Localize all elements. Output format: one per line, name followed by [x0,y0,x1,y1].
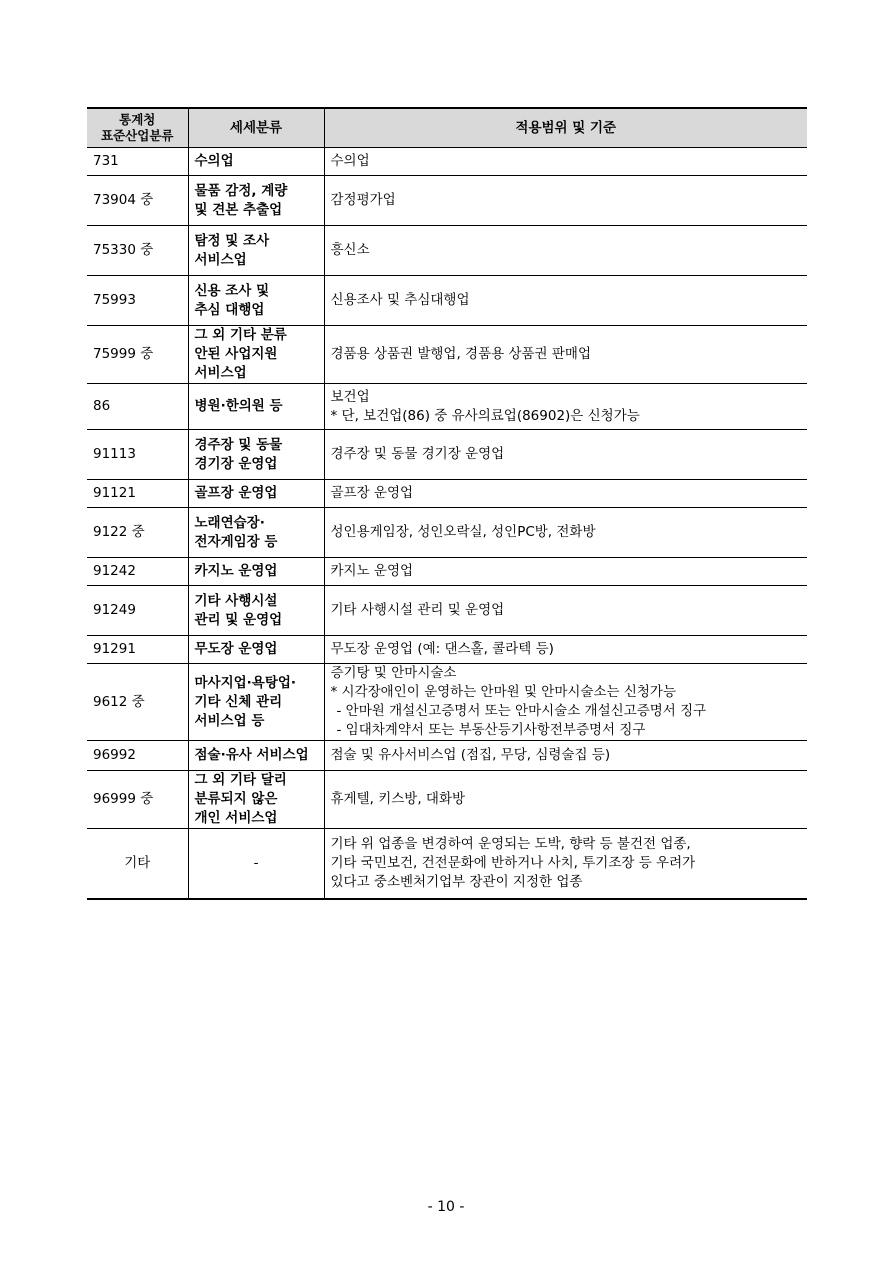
scope-line: 있다고 중소벤처기업부 장관이 지정한 업종 [330,873,583,890]
subclass-name [188,384,324,430]
scope-line: 기타 국민보건, 건전문화에 반하거나 사치, 투기조장 등 우려가 [330,854,696,871]
table-row [87,176,807,226]
scope-criteria [324,430,807,480]
subclass-name-line: 분류되지 않은 [194,791,278,807]
classification-code: 기타 [87,829,188,899]
table-header-row [87,108,807,148]
classification-code: 9612 중 [87,664,188,741]
subclass-name-line: 그 외 기타 달리 [194,772,287,788]
subclass-name-line: 노래연습장· [194,514,265,531]
subclass-name-line: 경주장 및 동물 [194,436,283,453]
scope-line: 골프장 운영업 [330,485,414,501]
header-col1-line2: 표준산업분류 [101,128,174,143]
table-row [87,226,807,276]
scope-criteria [324,326,807,384]
subclass-name [188,664,324,741]
classification-code: 75330 중 [87,226,188,276]
subclass-name [188,226,324,276]
scope-line: 휴게텔, 키스방, 대화방 [330,791,466,807]
classification-code: 91113 [87,430,188,480]
subclass-name [188,176,324,226]
subclass-name [188,558,324,586]
table-row [87,384,807,430]
table-row [87,771,807,829]
table-row [87,148,807,176]
subclass-name-line: 점술·유사 서비스업 [194,747,309,763]
subclass-name-line: 추심 대행업 [194,301,265,318]
subclass-name-line: 무도장 운영업 [194,641,278,657]
classification-code: 731 [87,148,188,176]
scope-line: 증기탕 및 안마시술소 [330,665,457,681]
subclass-name-line: 물품 감정, 계량 [194,182,288,199]
subclass-name-line: 안된 사업지원 [194,346,278,362]
classification-code: 75999 중 [87,326,188,384]
subclass-name [188,430,324,480]
industry-classification-table [87,107,807,900]
subclass-name-line: 수의업 [194,153,234,169]
classification-code: 96992 [87,741,188,771]
subclass-name-line: 경기장 운영업 [194,455,278,472]
scope-line: 경주장 및 동물 경기장 운영업 [330,446,505,462]
page-number: - 10 - [427,1199,465,1215]
subclass-name-line: 서비스업 [194,251,247,268]
scope-criteria [324,586,807,636]
subclass-name-line: 그 외 기타 분류 [194,327,287,343]
subclass-name [188,741,324,771]
table-row [87,430,807,480]
header-col1-line1: 통계청 [119,112,156,127]
classification-code: 73904 중 [87,176,188,226]
scope-criteria [324,771,807,829]
classification-code: 91242 [87,558,188,586]
scope-criteria [324,480,807,508]
table-row [87,326,807,384]
subclass-name-line: 탐정 및 조사 [194,232,270,249]
table-row [87,480,807,508]
scope-criteria [324,384,807,430]
scope-line: - 임대차계약서 또는 부동산등기사항전부증명서 징구 [336,722,646,738]
classification-code: 96999 중 [87,771,188,829]
table-row [87,276,807,326]
scope-line: 기타 위 업종을 변경하여 운영되는 도박, 향락 등 불건전 업종, [330,835,691,852]
scope-line: - 안마원 개설신고증명서 또는 안마시술소 개설신고증명서 징구 [336,703,707,719]
classification-code: 75993 [87,276,188,326]
scope-criteria [324,226,807,276]
scope-line: * 시각장애인이 운영하는 안마원 및 안마시술소는 신청가능 [330,684,676,700]
subclass-name [188,586,324,636]
subclass-name-line: 기타 신체 관리 [194,693,283,710]
classification-code: 91121 [87,480,188,508]
subclass-name [188,148,324,176]
scope-criteria [324,664,807,741]
classification-code: 91249 [87,586,188,636]
subclass-name-line: 기타 사행시설 [194,592,278,609]
subclass-name-line: 및 견본 추출업 [194,201,283,218]
table-row [87,664,807,741]
scope-line: 보건업 [330,388,370,405]
scope-line: 감정평가업 [330,192,396,208]
table-row [87,586,807,636]
subclass-name-line: 관리 및 운영업 [194,611,283,628]
scope-line: 무도장 운영업 (예: 댄스홀, 콜라텍 등) [330,641,554,657]
subclass-name-line: - [253,854,259,871]
scope-line: 성인용게임장, 성인오락실, 성인PC방, 전화방 [330,524,596,540]
subclass-name-line: 신용 조사 및 [194,282,270,299]
subclass-name [188,508,324,558]
scope-line: 신용조사 및 추심대행업 [330,292,470,308]
scope-line: 경품용 상품권 발행업, 경품용 상품권 판매업 [330,346,591,362]
scope-line: 기타 사행시설 관리 및 운영업 [330,602,505,618]
table-row [87,636,807,664]
table-row [87,829,807,899]
subclass-name-line: 병원·한의원 등 [194,398,283,414]
table-row [87,741,807,771]
subclass-name [188,829,324,899]
subclass-name [188,771,324,829]
header-subclass: 세세분류 [188,108,324,148]
scope-line: 점술 및 유사서비스업 (점집, 무당, 심령술집 등) [330,747,611,763]
scope-criteria [324,829,807,899]
scope-line: 수의업 [330,153,370,169]
classification-code: 91291 [87,636,188,664]
table-row [87,558,807,586]
scope-criteria [324,276,807,326]
subclass-name-line: 카지노 운영업 [194,563,278,579]
subclass-name-line: 전자게임장 등 [194,533,278,550]
scope-criteria [324,508,807,558]
scope-criteria [324,176,807,226]
classification-code: 86 [87,384,188,430]
subclass-name [188,326,324,384]
subclass-name-line: 서비스업 [194,365,247,381]
table-row [87,508,807,558]
scope-line: * 단, 보건업(86) 중 유사의료업(86902)은 신청가능 [330,407,640,424]
scope-criteria [324,558,807,586]
subclass-name [188,636,324,664]
scope-criteria [324,636,807,664]
header-scope: 적용범위 및 기준 [324,108,807,148]
subclass-name [188,480,324,508]
subclass-name-line: 골프장 운영업 [194,485,278,501]
scope-criteria [324,148,807,176]
classification-code: 9122 중 [87,508,188,558]
header-standard-classification [87,108,188,148]
scope-line: 흥신소 [330,242,370,258]
subclass-name-line: 서비스업 등 [194,712,265,729]
subclass-name [188,276,324,326]
subclass-name-line: 마사지업·욕탕업· [194,674,297,691]
subclass-name-line: 개인 서비스업 [194,810,278,826]
scope-line: 카지노 운영업 [330,563,414,579]
scope-criteria [324,741,807,771]
